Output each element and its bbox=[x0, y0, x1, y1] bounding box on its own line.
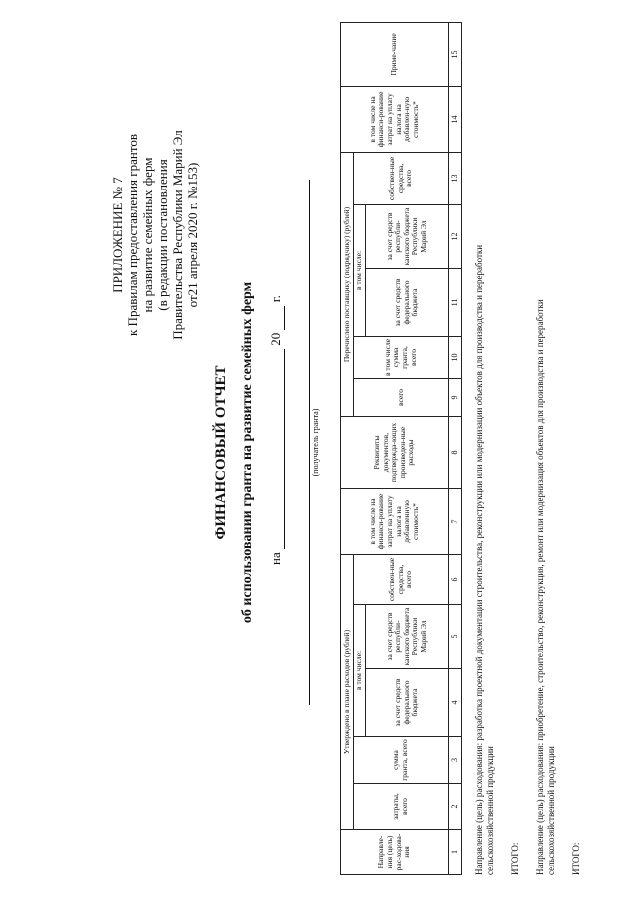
col-number: 3 bbox=[449, 737, 462, 784]
col-number: 2 bbox=[449, 784, 462, 830]
col-vat: в том числе на финанси-рование затрат на уплату налога на добавленную стоимость* bbox=[341, 488, 449, 554]
col-note: Приме-чание bbox=[341, 22, 449, 86]
col-number: 5 bbox=[449, 605, 462, 669]
period-date-blank bbox=[268, 349, 285, 549]
col-number: 7 bbox=[449, 488, 462, 554]
col-direction: Направле-ния (цель) рас-ходова-ния bbox=[341, 830, 449, 875]
direction-2: Направление (цель) расходования: приобретение, строительство, реконструкция, ремонт или модернизация объектов для производства и переработки bbox=[535, 299, 545, 875]
recipient-blank bbox=[308, 180, 310, 705]
col-number: 1 bbox=[449, 830, 462, 875]
col-number: 8 bbox=[449, 416, 462, 488]
col-number: 9 bbox=[449, 378, 462, 416]
appendix-line: ПРИЛОЖЕНИЕ № 7 bbox=[110, 177, 125, 293]
direction-1: Направление (цель) расходования: разработка проектной документации строительства, реконструкции или модернизации объектов для производства и переработки bbox=[474, 244, 484, 875]
col-costs-total: затраты, всего bbox=[354, 784, 449, 830]
period-prefix: на bbox=[268, 552, 283, 565]
direction-1-cont: сельскохозяйственной продукции bbox=[485, 746, 495, 875]
including-label: в том числе: bbox=[354, 204, 366, 336]
col-number: 10 bbox=[449, 336, 462, 378]
col-federal2: за счет средств федерального бюджета bbox=[366, 268, 449, 336]
col-own: собствен-ные средства, всего bbox=[354, 554, 449, 604]
report-subtitle: об использовании гранта на развитие семейных ферм bbox=[240, 281, 255, 624]
col-grant-sum: сумма гранта, всего bbox=[354, 737, 449, 784]
col-number: 11 bbox=[449, 268, 462, 336]
col-own2: собствен-ные средства, всего bbox=[354, 152, 449, 204]
col-number: 14 bbox=[449, 86, 462, 152]
appendix-line: на развитие семейных ферм bbox=[140, 157, 155, 313]
col-federal: за счет средств федерального бюджета bbox=[366, 669, 449, 737]
group-approved: Утверждено в плане расходов (рублей) bbox=[341, 554, 354, 829]
report-table bbox=[340, 22, 462, 875]
appendix-line: Правительства Республики Марий Эл bbox=[170, 130, 185, 340]
col-republic: за счет средств республи-канского бюджета Республики Марий Эл bbox=[366, 605, 449, 669]
appendix-block bbox=[110, 65, 200, 405]
total-1: ИТОГО: bbox=[510, 842, 520, 875]
period-suffix: г. bbox=[268, 295, 283, 303]
direction-2-cont: сельскохозяйственной продукции bbox=[546, 746, 556, 875]
group-transferred: Перечислено поставщику (подрядчику) (рублей) bbox=[341, 152, 354, 416]
col-docs: Реквизиты документов, подтвержда-ющих произведен-ные расходы bbox=[341, 416, 449, 488]
appendix-line: к Правилам предоставления грантов bbox=[125, 134, 140, 337]
col-number: 15 bbox=[449, 22, 462, 86]
period-line bbox=[268, 295, 285, 565]
total-2: ИТОГО: bbox=[571, 842, 581, 875]
report-title: ФИНАНСОВЫЙ ОТЧЕТ bbox=[213, 365, 229, 540]
col-total: всего bbox=[354, 378, 449, 416]
col-republic2: за счет средств республи-канского бюджета Республики Марий Эл bbox=[366, 204, 449, 268]
col-number: 6 bbox=[449, 554, 462, 604]
col-number: 13 bbox=[449, 152, 462, 204]
recipient-caption: (получатель гранта) bbox=[311, 408, 320, 477]
appendix-line: (в редакции постановления bbox=[155, 159, 170, 311]
footer-block bbox=[470, 45, 582, 875]
period-year-prefix: 20 bbox=[268, 332, 283, 346]
appendix-line: от21 апреля 2020 г. №153) bbox=[185, 162, 200, 308]
period-year-blank bbox=[268, 306, 285, 330]
col-grant-incl: в том числе сумма гранта, всего bbox=[354, 336, 449, 378]
col-number: 12 bbox=[449, 204, 462, 268]
including-label: в том числе: bbox=[354, 605, 366, 737]
col-vat2: в том числе на финанси-рование затрат на уплату налога на добавлен-ную стоимость* bbox=[341, 86, 449, 152]
col-number: 4 bbox=[449, 669, 462, 737]
